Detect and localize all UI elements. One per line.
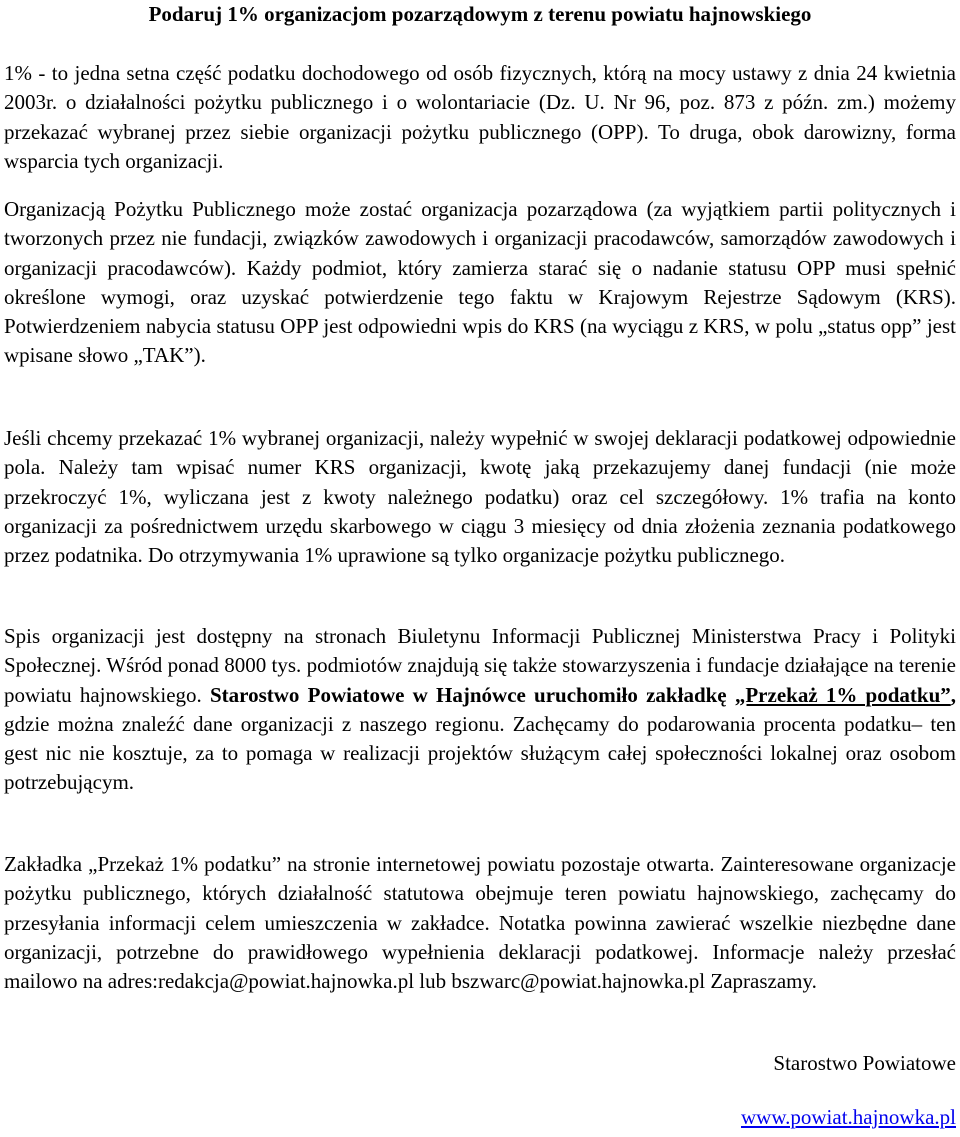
paragraph-organization-list-text-b: gdzie można znaleźć dane organizacji z naszego regionu. Zachęcamy do podarowania procenta podatku– ten gest nic nie kosztuje, za to pomaga w realizacji projektów służącym całej społeczności lokalnej oraz osobom potrzebującym. xyxy=(4,711,956,795)
highlight-starostwo: Starostwo Powiatowe w Hajnówce uruchomiło zakładkę xyxy=(209,682,727,707)
paragraph-organization-list-text-a: Spis organizacji jest dostępny na stronach Biuletynu Informacji Publicznej Ministerstwa Pracy i Polityki Społecznej. Wśród ponad 8000 tys. podmiotów znajdują się także stowarzyszenia i fundacje działające na terenie powiatu hajnowskiego. xyxy=(4,624,956,707)
paragraph-tab-info: Zakładka „Przekaż 1% podatku” na stronie internetowej powiatu pozostaje otwarta. Zainteresowane organizacje pożytku publicznego, których działalność statutowa obejmuje teren powiatu hajnowskiego, zachęcamy do przesyłania informacji celem umieszczenia w zakładce. Notatka powinna zawierać wszelkie niezbędne dane organizacji, potrzebne do prawidłowego wypełnienia deklaracji podatkowej. Informacje należy przesłać mailowo na adres:redakcja@powiat.hajnowka.pl lub bszwarc@powiat.hajnowka.pl Zapraszamy. xyxy=(4,852,956,994)
highlight-przekaz-tab: „Przekaż 1% podatku” xyxy=(734,682,951,707)
website-link[interactable]: www.powiat.hajnowka.pl xyxy=(740,1105,956,1129)
signature: Starostwo Powiatowe xyxy=(773,1051,956,1075)
paragraph-how-to-donate: Jeśli chcemy przekazać 1% wybranej organizacji, należy wypełnić w swojej deklaracji podatkowej odpowiednie pola. Należy tam wpisać numer KRS organizacji, kwotę jaką przekazujemy danej fundacji (nie może przekroczyć 1%, wyliczana jest z kwoty należnego podatku) oraz cel szczegółowy. 1% trafia na konto organizacji za pośrednictwem urzędu skarbowego w ciągu 3 miesięcy od dnia złożenia zeznania podatkowego przez podatnika. Do otrzymywania 1% uprawione są tylko organizacje pożytku publicznego. xyxy=(4,426,956,568)
paragraph-opp-definition: Organizacją Pożytku Publicznego może zostać organizacja pozarządowa (za wyjątkiem partii politycznych i tworzonych przez nie fundacji, związków zawodowych i organizacji pracodawców, samorządów zawodowych i organizacji pracodawców). Każdy podmiot, który zamierza starać się o nadanie statusu OPP musi spełnić określone wymogi, oraz uzyskać potwierdzenie tego faktu w Krajowym Rejestrze Sądowym (KRS). Potwierdzeniem nabycia statusu OPP jest odpowiedni wpis do KRS (na wyciągu z KRS, w polu „status opp” jest wpisane słowo „TAK”). xyxy=(4,197,956,368)
highlight-comma: , xyxy=(950,682,957,707)
document-title: Podaruj 1% organizacjom pozarządowym z terenu powiatu hajnowskiego xyxy=(148,2,812,26)
paragraph-intro: 1% - to jedna setna część podatku dochodowego od osób fizycznych, którą na mocy ustawy z dnia 24 kwietnia 2003r. o działalności pożytku publicznego i o wolontariacie (Dz. U. Nr 96, poz. 873 z późn. zm.) możemy przekazać wybranej przez siebie organizacji pożytku publicznego (OPP). To druga, obok darowizny, forma wsparcia tych organizacji. xyxy=(4,61,956,173)
paragraph-organization-list xyxy=(4,622,956,798)
